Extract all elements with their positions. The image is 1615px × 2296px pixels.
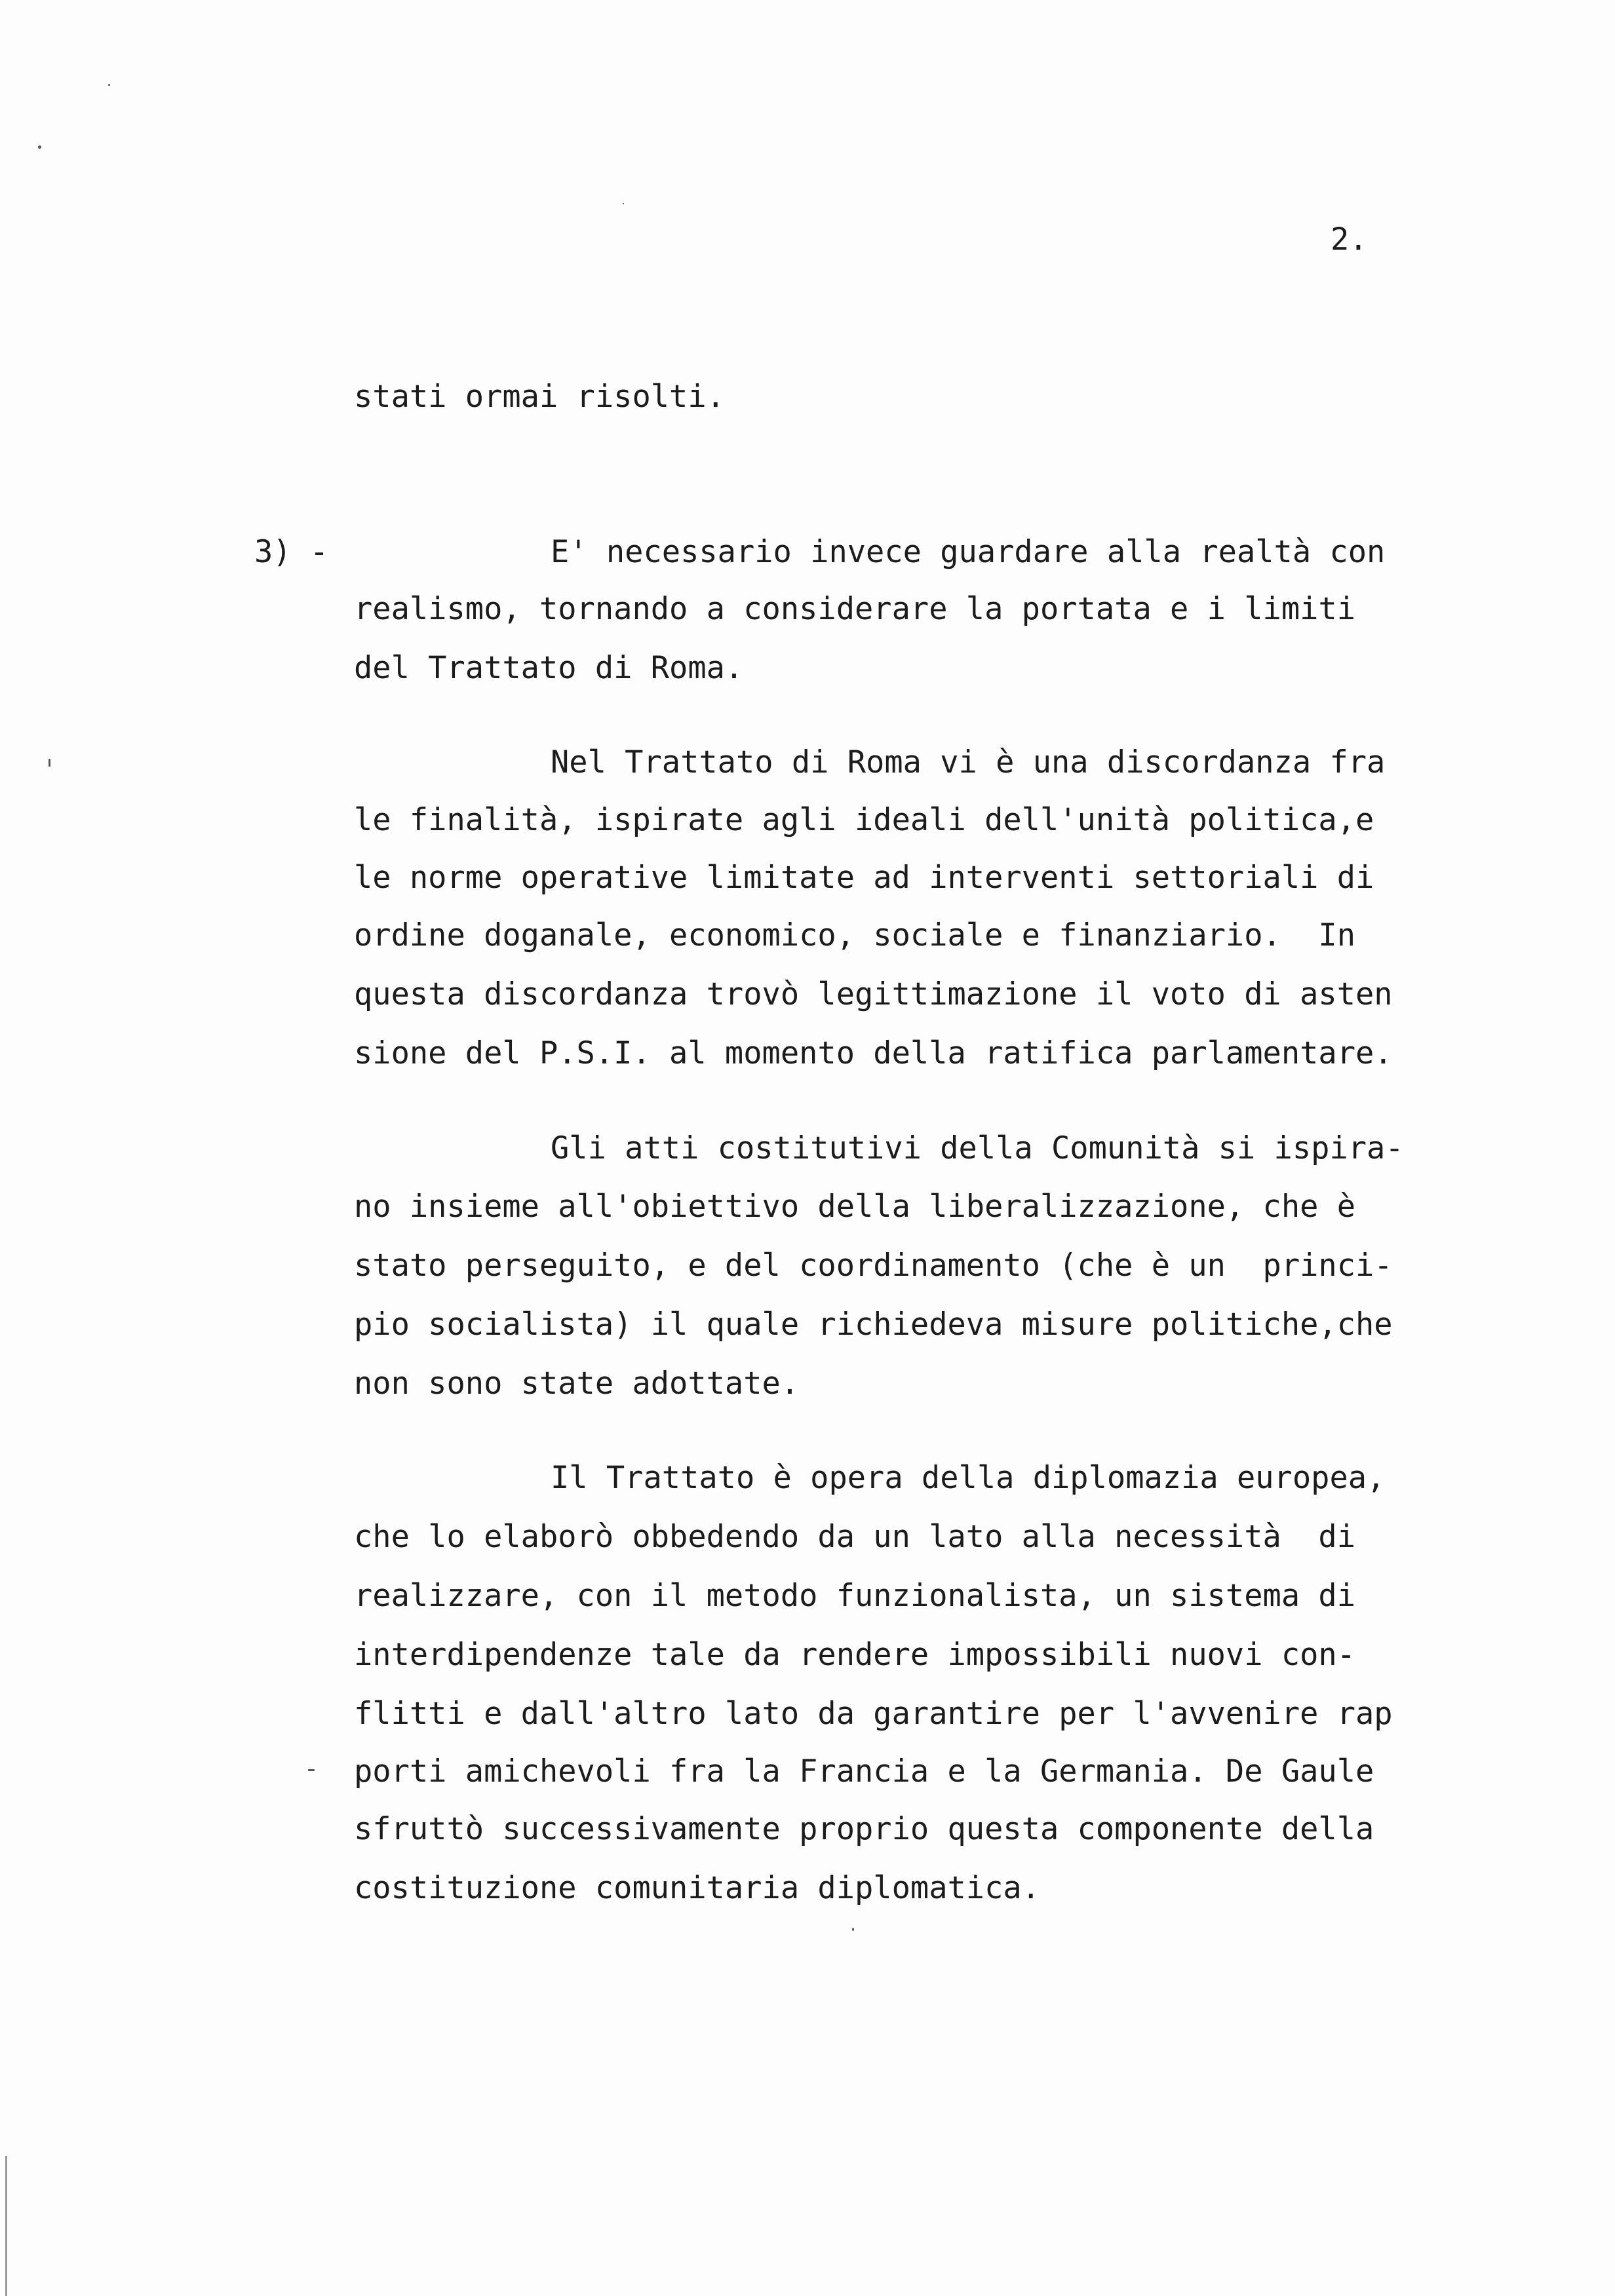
section-marker: 3) - (254, 534, 329, 570)
text-line: costituzione comunitaria diplomatica. (354, 1870, 1040, 1906)
scan-edge-line (5, 2156, 7, 2296)
text-line: non sono state adottate. (354, 1366, 800, 1402)
text-line: E' necessario invece guardare alla realtà con (551, 534, 1386, 570)
text-line: che lo elaborò obbedendo da un lato alla necessità di (354, 1519, 1356, 1555)
scan-speck (49, 759, 50, 767)
text-line: sfruttò successivamente proprio questa componente della (354, 1811, 1374, 1847)
text-line: Gli atti costitutivi della Comunità si ispira- (551, 1130, 1404, 1166)
text-line: le finalità, ispirate agli ideali dell'unità politica,e (354, 802, 1374, 838)
scan-speck (108, 84, 110, 86)
text-line: sione del P.S.I. al momento della ratifica parlamentare. (354, 1035, 1393, 1071)
text-line: porti amichevoli fra la Francia e la Germania. De Gaule (354, 1753, 1374, 1789)
text-line: realizzare, con il metodo funzionalista, un sistema di (354, 1578, 1356, 1614)
text-line: pio socialista) il quale richiedeva misure politiche,che (354, 1307, 1393, 1343)
text-line: Nel Trattato di Roma vi è una discordanza fra (551, 744, 1386, 780)
page-number: 2. (1331, 221, 1368, 258)
text-line: flitti e dall'altro lato da garantire per l'avvenire rap (354, 1696, 1393, 1732)
scan-speck (308, 1769, 315, 1771)
text-line: no insieme all'obiettivo della liberalizzazione, che è (354, 1189, 1356, 1225)
text-line: interdipendenze tale da rendere impossibili nuovi con- (354, 1637, 1356, 1673)
scan-speck (38, 145, 41, 149)
text-line: stati ormai risolti. (354, 379, 725, 415)
text-line: ordine doganale, economico, sociale e finanziario. In (354, 917, 1356, 953)
text-line: stato perseguito, e del coordinamento (che è un princi- (354, 1248, 1393, 1284)
text-line: le norme operative limitate ad interventi settoriali di (354, 860, 1374, 896)
text-line: realismo, tornando a considerare la portata e i limiti (354, 591, 1356, 627)
text-line: Il Trattato è opera della diplomazia europea, (551, 1460, 1386, 1496)
scan-speck (852, 1928, 854, 1931)
scan-speck (623, 203, 624, 204)
text-line: del Trattato di Roma. (354, 650, 744, 686)
text-line: questa discordanza trovò legittimazione il voto di asten (354, 976, 1393, 1012)
